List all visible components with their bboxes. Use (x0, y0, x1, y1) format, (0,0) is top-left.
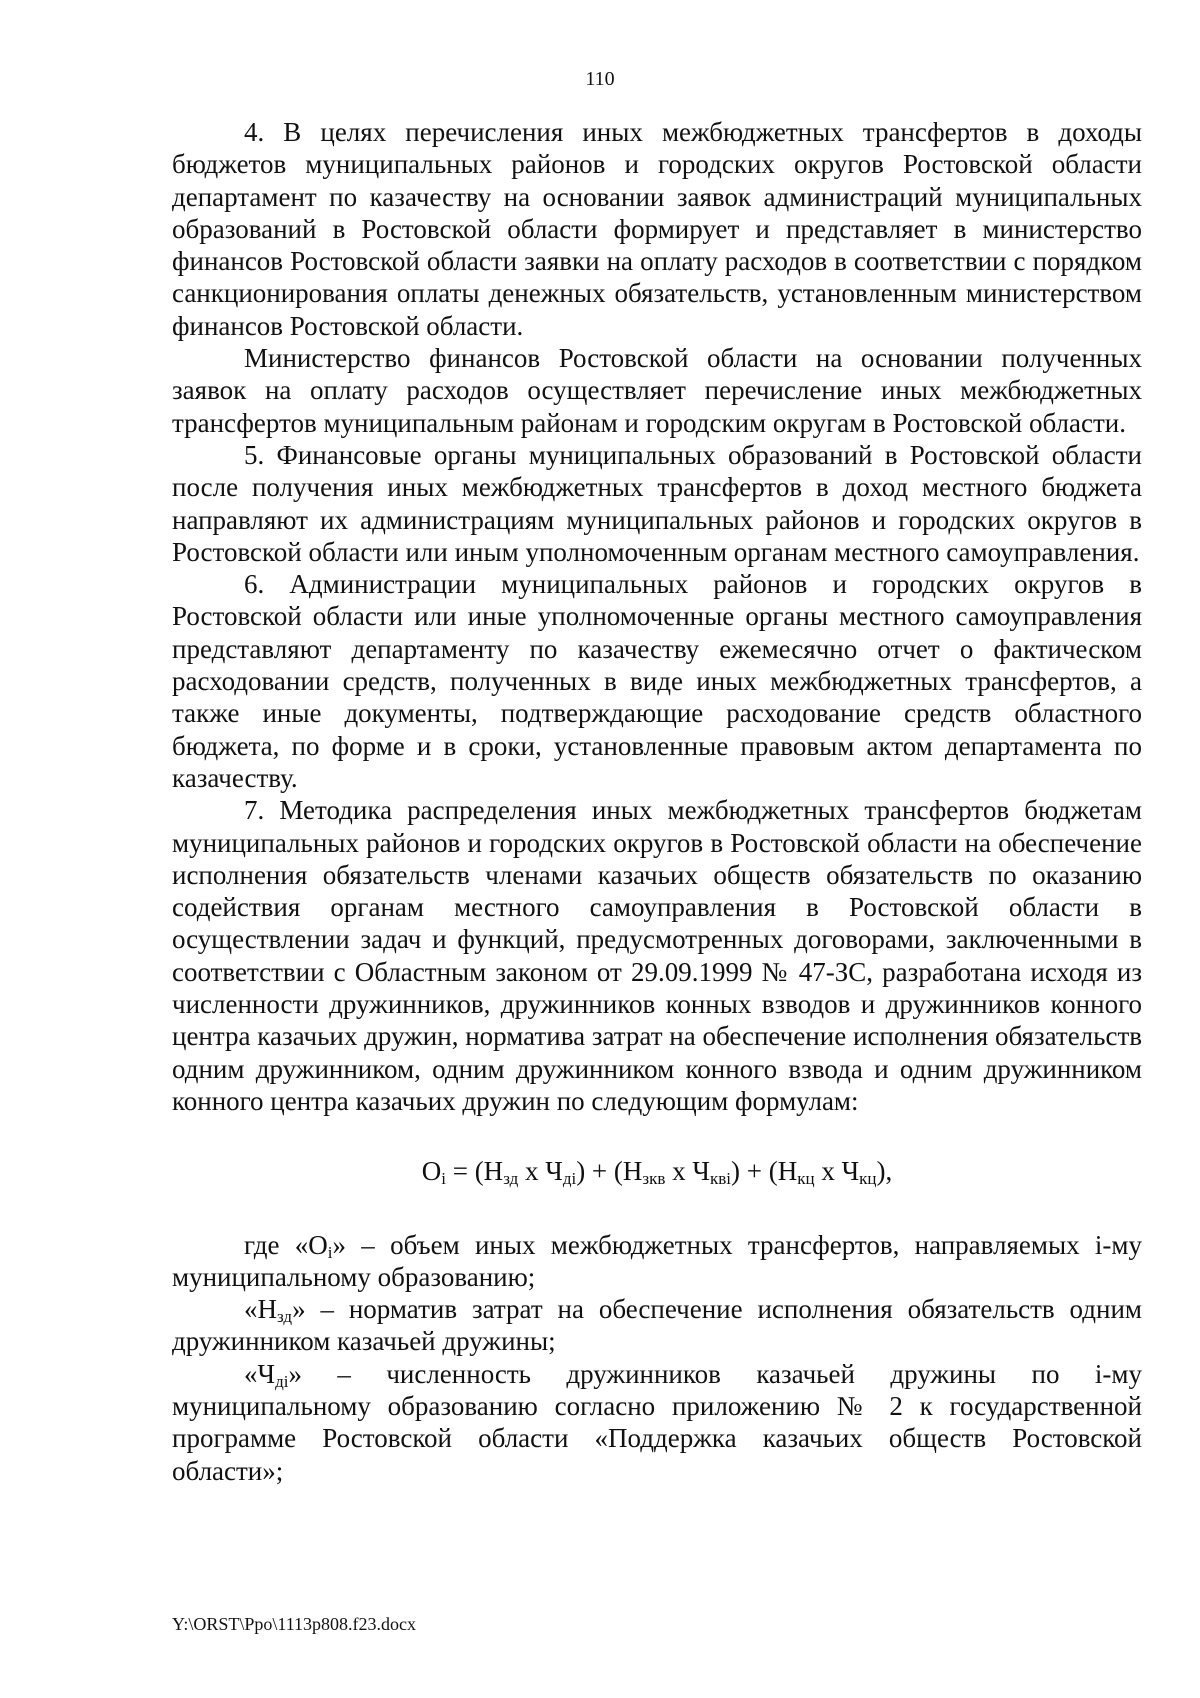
paragraph-item-7: 7. Методика распределения иных межбюджетных трансфертов бюджетам муниципальных районов и городских округов в Ростовской области на обеспечение исполнения обязательств членами казачьих обществ обязательств по оказанию содействия органам местного самоуправления в Ростовской области в осуществлении задач и функций, предусмотренных договорами, заключенными в соответствии с Областным законом от 29.09.1999 № 47-ЗС, разработана исходя из численности дружинников, дружинников конных взводов и дружинников конного центра казачьих дружин, норматива затрат на обеспечение исполнения обязательств одним дружинником, одним дружинником конного взвода и одним дружинником конного центра казачьих дружин по следующим формулам: (172, 795, 1142, 1116)
paragraph-ministry-transfer: Министерство финансов Ростовской области на основании полученных заявок на оплату расходов осуществляет перечисление иных межбюджетных трансфертов муниципальным районам и городским округам в Ростовской области. (172, 343, 1142, 438)
paragraph-item-6: 6. Администрации муниципальных районов и городских округов в Ростовской области или иные уполномоченные органы местного самоуправления представляют департаменту по казачеству ежемесячно отчет о фактическом расходовании средств, полученных в виде иных межбюджетных трансфертов, а также иные документы, подтверждающие расходование средств областного бюджета, по форме и в сроки, установленные правовым актом департамента по казачеству. (172, 569, 1142, 793)
paragraph-item-5: 5. Финансовые органы муниципальных образований в Ростовской области после получения иных межбюджетных трансфертов в доход местного бюджета направляют их администрациям муниципальных районов и городских округов в Ростовской области или иным уполномоченным органам местного самоуправления. (172, 439, 1142, 567)
definition-oi: где «Oi» – объем иных межбюджетных трансфертов, направляемых i-му муниципальному образованию; (172, 1229, 1142, 1292)
definition-chdi: «Чдi» – численность дружинников казачьей дружины по i-му муниципальному образованию согласно приложению № 2 к государственной программе Ростовской области «Поддержка казачьих обществ Ростовской области»; (172, 1358, 1142, 1486)
paragraph-item-4: 4. В целях перечисления иных межбюджетных трансфертов в доходы бюджетов муниципальных районов и городских округов Ростовской области департамент по казачеству на основании заявок администраций муниципальных образований в Ростовской области формирует и представляет в министерство финансов Ростовской области заявки на оплату расходов в соответствии с порядком санкционирования оплаты денежных обязательств, установленным министерством финансов Ростовской области. (172, 117, 1142, 341)
definition-nzd: «Нзд» – норматив затрат на обеспечение исполнения обязательств одним дружинником казачьей дружины; (172, 1294, 1142, 1357)
page-number: 110 (585, 68, 615, 90)
document-body (172, 116, 1142, 1487)
distribution-formula: $O_i = (Н_{зд}$ х $Ч_{дi}) + (Н_{зкв}$ х $Ч_{квi}) + (Н_{кц}$ х $Ч_{кц}$), (421, 1156, 893, 1189)
file-path-footer: Y:\ORST\Ppo\1113p808.f23.docx (172, 1614, 417, 1634)
